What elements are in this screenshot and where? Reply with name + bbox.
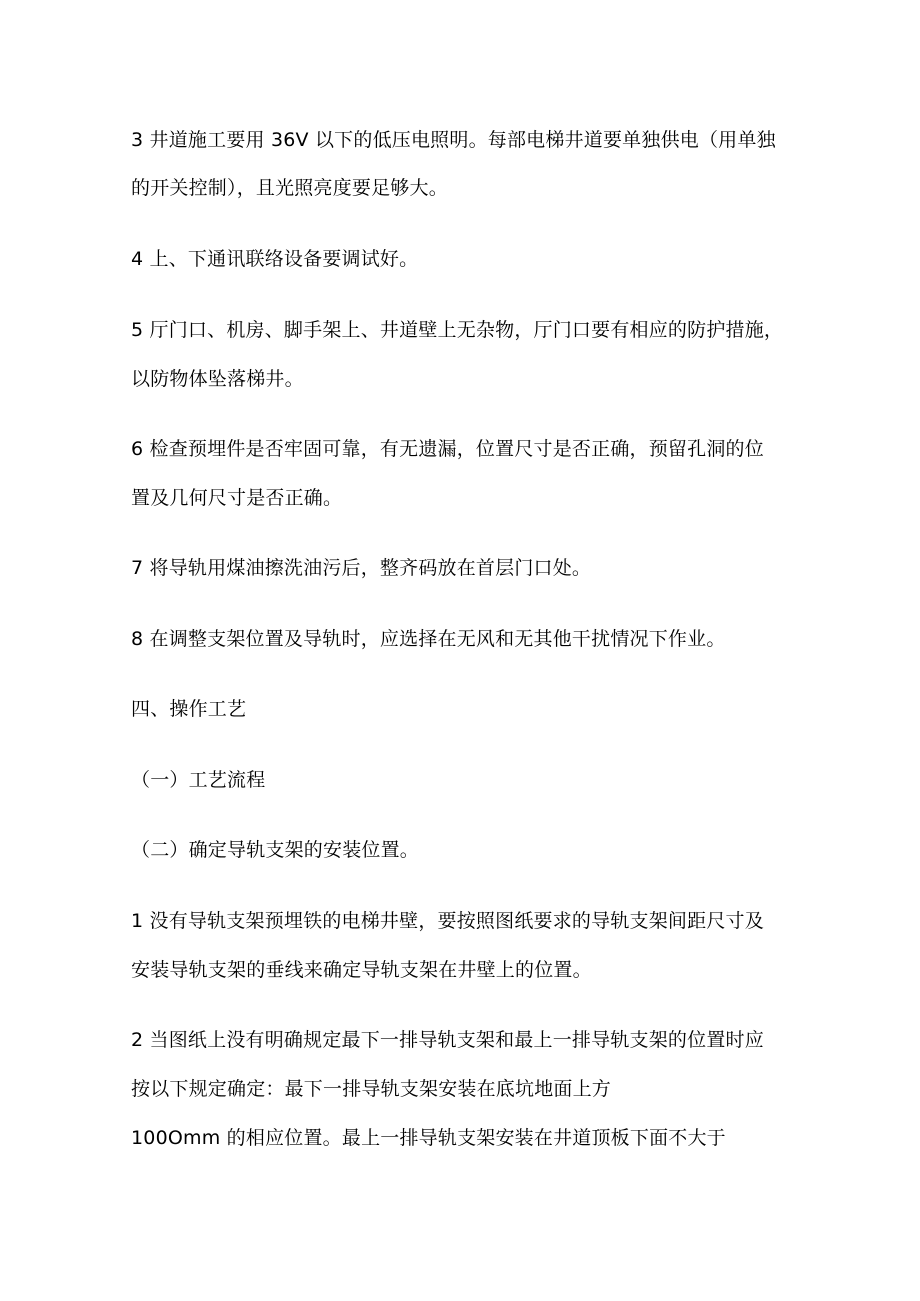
- text-line: 安装导轨支架的垂线来确定导轨支架在井壁上的位置。: [131, 959, 592, 981]
- text-line: 3 井道施工要用 36V 以下的低压电照明。每部电梯井道要单独供电（用单独: [131, 129, 776, 151]
- text-line: 6 检查预埋件是否牢固可靠，有无遗漏，位置尺寸是否正确，预留孔洞的位: [131, 438, 764, 460]
- subsection-heading: （一）工艺流程: [131, 769, 266, 791]
- section-heading: 四、操作工艺: [131, 698, 247, 720]
- text-line: 4 上、下通讯联络设备要调试好。: [131, 248, 419, 270]
- text-line: 置及几何尺寸是否正确。: [131, 487, 343, 509]
- text-line: 的开关控制），且光照亮度要足够大。: [131, 177, 448, 199]
- text-line: 7 将导轨用煤油擦洗油污后，整齐码放在首层门口处。: [131, 557, 592, 579]
- subsection-heading: （二）确定导轨支架的安装位置。: [131, 839, 420, 861]
- text-line: 8 在调整支架位置及导轨时，应选择在无风和无其他干扰情况下作业。: [131, 628, 726, 650]
- text-line: 按以下规定确定：最下一排导轨支架安装在底坑地面上方: [131, 1078, 612, 1100]
- text-line: 1 没有导轨支架预埋铁的电梯井壁，要按照图纸要求的导轨支架间距尺寸及: [131, 910, 764, 932]
- text-line: 5 厅门口、机房、脚手架上、井道壁上无杂物，厅门口要有相应的防护措施，: [131, 319, 784, 341]
- text-line: 100Omm 的相应位置。最上一排导轨支架安装在井道顶板下面不大于: [131, 1127, 726, 1149]
- text-line: 2 当图纸上没有明确规定最下一排导轨支架和最上一排导轨支架的位置时应: [131, 1029, 764, 1051]
- text-line: 以防物体坠落梯井。: [131, 368, 304, 390]
